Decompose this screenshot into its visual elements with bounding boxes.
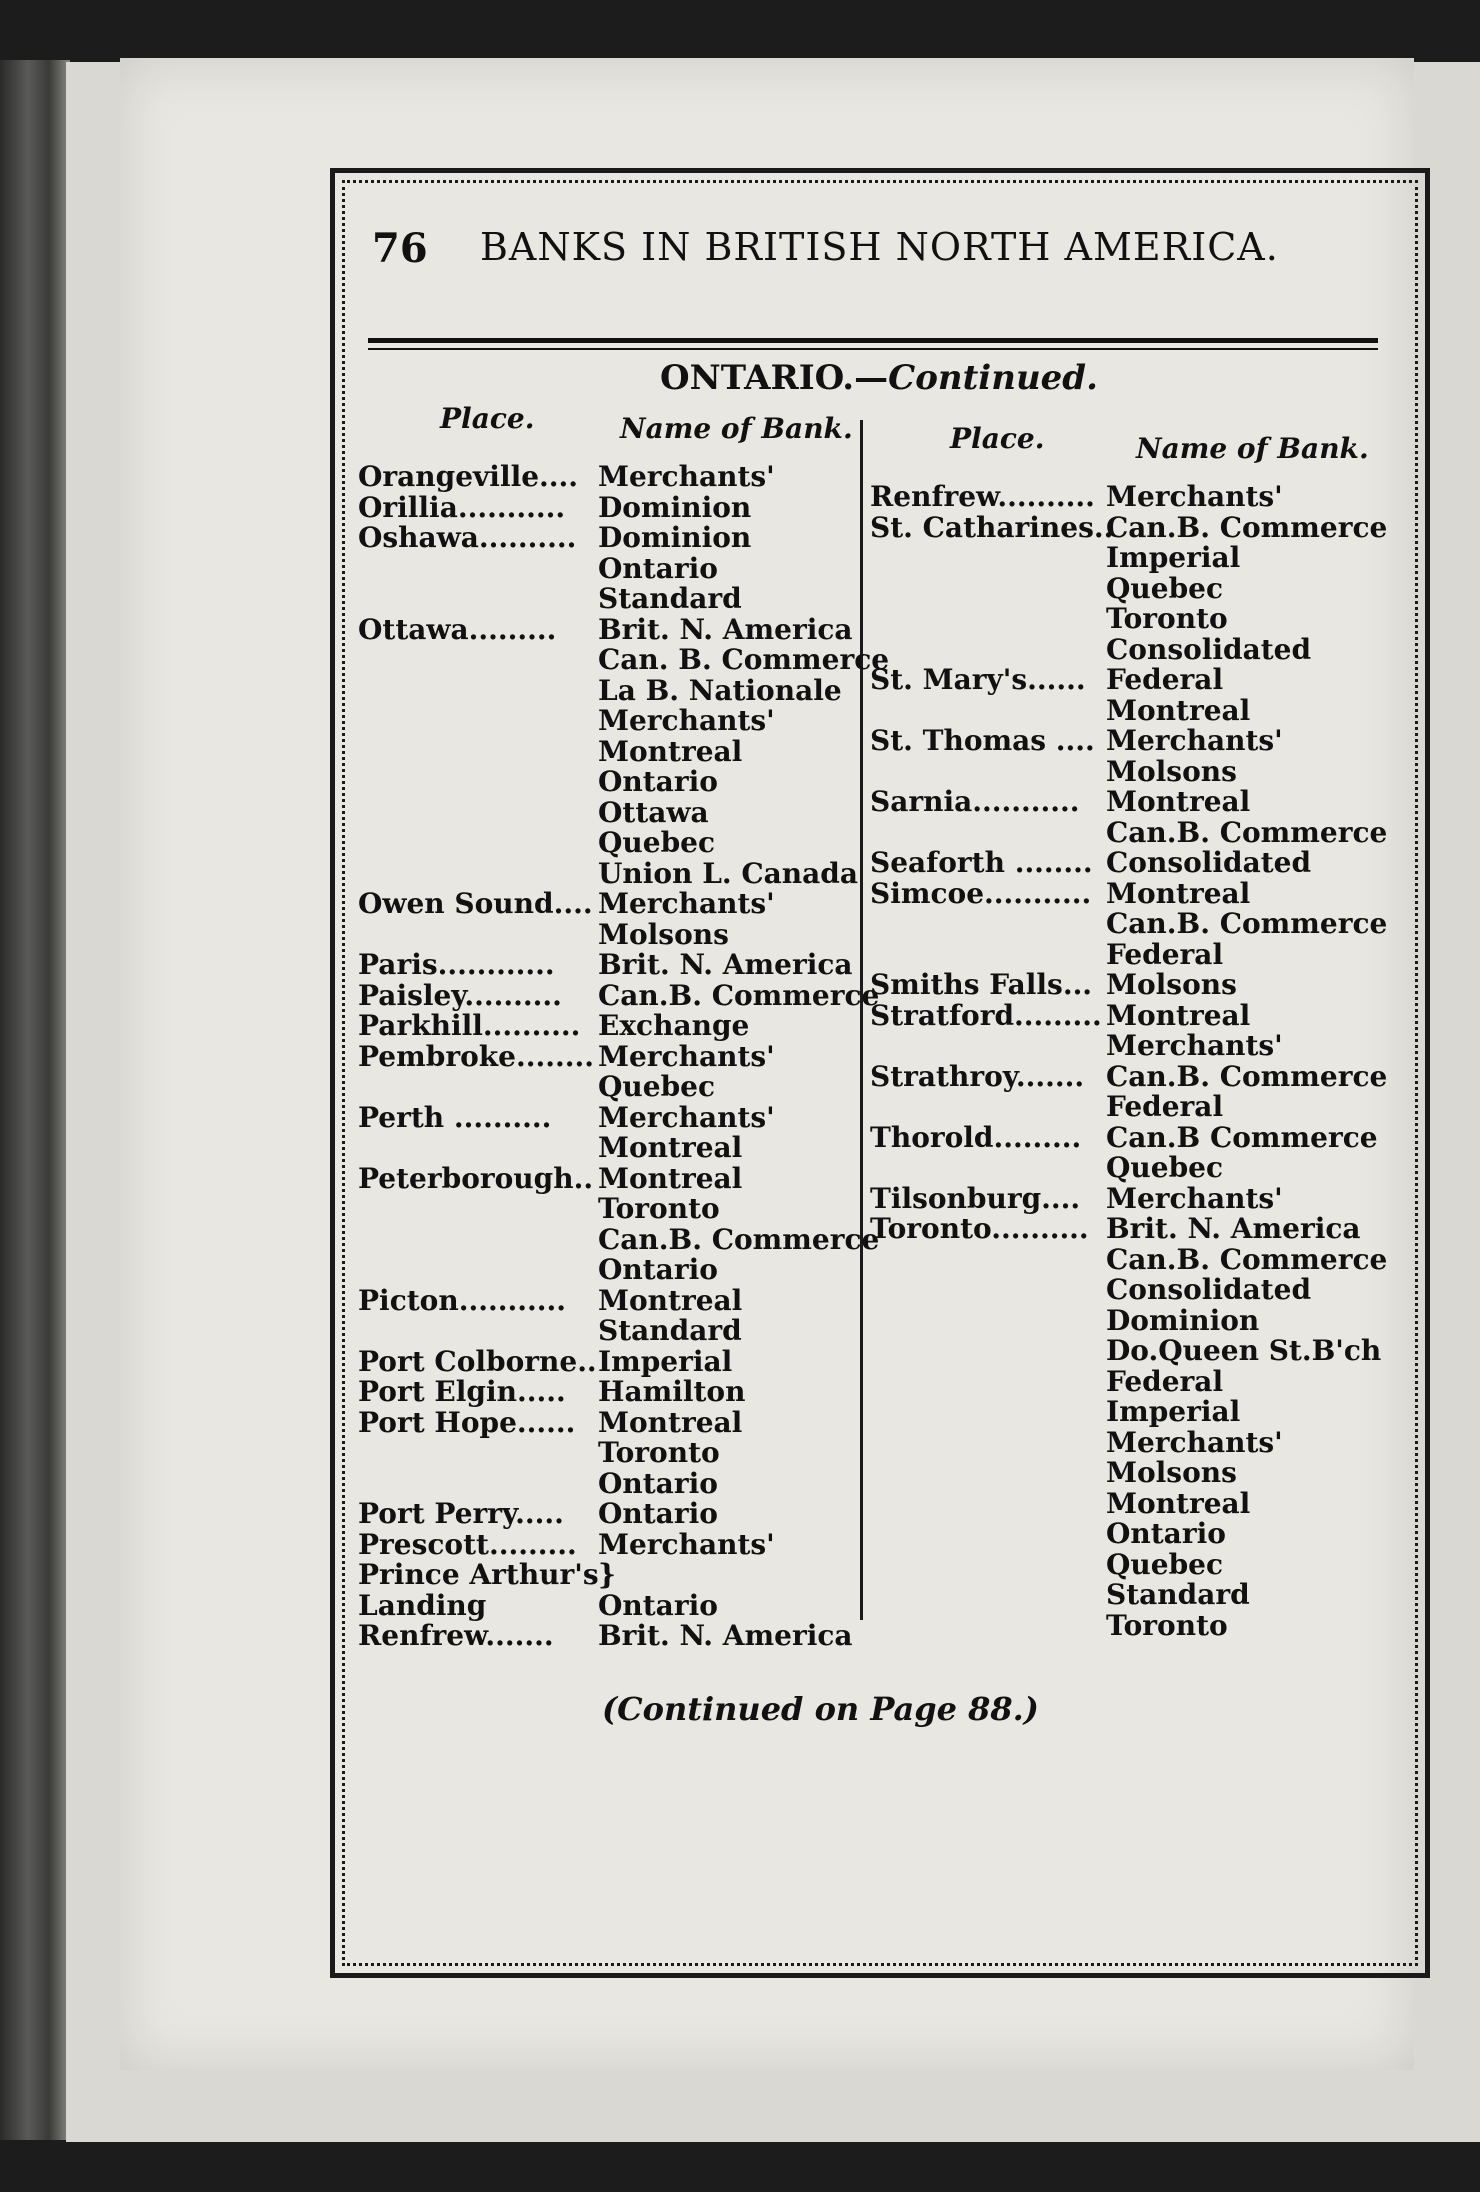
table-row: [870, 1397, 1390, 1428]
table-row: [358, 1039, 858, 1073]
table-row: [358, 1194, 858, 1225]
table-row: [870, 726, 1390, 757]
place-cell: Picton...........: [358, 1283, 566, 1317]
bank-cell: Federal: [1106, 1090, 1224, 1123]
bank-cell: Montreal: [1106, 876, 1251, 910]
bank-cell: Montreal: [598, 1131, 743, 1164]
table-row: [358, 978, 880, 1012]
section-title-prefix: ONTARIO.—: [660, 358, 889, 398]
place-cell: Renfrew.......: [358, 1619, 554, 1652]
bank-cell: Brit. N. America: [598, 612, 853, 646]
table-row: [870, 1120, 1390, 1154]
place-cell: Orillia...........: [358, 490, 566, 524]
bank-cell: Merchants': [1106, 1181, 1283, 1215]
table-row: [870, 848, 1390, 879]
place-cell: Orangeville....: [358, 460, 579, 493]
table-row: [870, 1580, 1390, 1611]
bank-cell: Federal: [1106, 663, 1224, 696]
left-bank-header: Name of Bank.: [620, 412, 853, 445]
table-row: [870, 1059, 1390, 1093]
bank-cell: Do.Queen St.B'ch: [1106, 1334, 1382, 1367]
table-row: [358, 856, 859, 890]
bank-cell: Merchants': [598, 704, 775, 737]
table-row: [870, 1092, 1390, 1123]
table-row: [870, 1336, 1390, 1367]
table-row: [358, 523, 858, 554]
table-row: [870, 815, 1390, 849]
bank-cell: Toronto: [598, 1436, 720, 1469]
table-row: [870, 482, 1390, 513]
bank-cell: Can.B. Commerce: [598, 1222, 880, 1256]
table-row: [358, 490, 858, 524]
table-row: [358, 706, 858, 737]
table-row: [358, 950, 858, 981]
bank-cell: Ottawa: [598, 795, 709, 829]
bank-cell: Montreal: [598, 1283, 743, 1317]
table-row: [358, 1316, 858, 1347]
bank-cell: Ontario: [598, 1497, 718, 1530]
bank-cell: Molsons: [1106, 754, 1237, 788]
left-column: [358, 460, 890, 1652]
bank-cell: Quebec: [1106, 1151, 1224, 1184]
table-row: [358, 1072, 858, 1103]
table-row: [358, 1100, 858, 1134]
bank-cell: Quebec: [598, 1070, 716, 1103]
bank-cell: Brit. N. America: [1106, 1212, 1361, 1245]
column-divider: [860, 420, 863, 1620]
table-row: [358, 551, 858, 585]
table-row: [358, 1527, 858, 1561]
bank-cell: Can.B. Commerce: [1106, 815, 1388, 849]
table-row: [358, 734, 858, 768]
bank-cell: Montreal: [1106, 693, 1251, 727]
bank-cell: Quebec: [1106, 1547, 1224, 1581]
table-row: [870, 510, 1390, 544]
bank-cell: Molsons: [1106, 1456, 1237, 1489]
bank-cell: Ontario: [598, 1466, 718, 1500]
bank-cell: Toronto: [1106, 1608, 1228, 1642]
bank-cell: Merchants': [1106, 724, 1283, 757]
table-row: [870, 1425, 1390, 1459]
bank-cell: Montreal: [1106, 1486, 1251, 1520]
place-cell: Seaforth ........: [870, 846, 1093, 879]
table-row: [358, 1466, 858, 1500]
left-place-header: Place.: [440, 402, 535, 435]
table-row: [870, 1458, 1390, 1489]
table-row: [870, 1608, 1390, 1642]
bank-cell: Ontario: [598, 551, 718, 585]
table-row: [870, 937, 1390, 971]
bank-cell: Toronto: [598, 1192, 720, 1225]
bank-cell: Standard: [1106, 1578, 1250, 1611]
table-row: [358, 1499, 858, 1530]
place-cell: Landing: [358, 1588, 487, 1622]
table-row: [358, 1560, 858, 1591]
bank-cell: Imperial: [1106, 541, 1241, 574]
table-row: [358, 1438, 858, 1469]
bank-cell: Dominion: [598, 521, 752, 554]
table-row: [870, 1519, 1390, 1550]
table-row: [870, 1275, 1390, 1306]
bank-cell: Montreal: [1106, 998, 1251, 1032]
bank-cell: Ontario: [598, 765, 718, 798]
table-row: [358, 795, 858, 829]
table-row: [870, 1547, 1390, 1581]
bank-cell: Union L. Canada: [598, 856, 859, 890]
table-row: [358, 917, 858, 951]
bank-cell: Ontario: [598, 1253, 718, 1286]
bank-cell: Molsons: [598, 917, 729, 951]
table-row: [358, 889, 858, 920]
page-number: 76: [372, 225, 428, 272]
bank-cell: Dominion: [598, 490, 752, 524]
table-row: [358, 1161, 858, 1195]
table-row: [870, 1486, 1390, 1520]
bank-cell: Brit. N. America: [598, 948, 853, 981]
right-place-header: Place.: [950, 422, 1045, 455]
bank-cell: Molsons: [1106, 968, 1237, 1001]
table-row: [358, 673, 858, 707]
bank-cell: Toronto: [1106, 602, 1228, 635]
place-cell: Parkhill..........: [358, 1009, 581, 1042]
table-row: [358, 612, 858, 646]
table-row: [870, 1242, 1390, 1276]
table-row: [358, 1377, 858, 1408]
table-row: [358, 1588, 858, 1622]
bank-cell: }: [598, 1558, 617, 1591]
place-cell: Smiths Falls...: [870, 968, 1093, 1001]
bank-cell: Montreal: [598, 1405, 743, 1439]
table-row: [870, 1364, 1390, 1398]
bank-cell: Montreal: [598, 734, 743, 768]
table-row: [358, 1255, 858, 1286]
table-row: [870, 1153, 1390, 1184]
bank-cell: Can.B Commerce: [1106, 1120, 1378, 1154]
table-row: [358, 767, 858, 798]
bank-cell: Can.B. Commerce: [1106, 1059, 1388, 1093]
place-cell: Owen Sound....: [358, 887, 593, 920]
place-cell: St. Thomas ....: [870, 724, 1095, 757]
bank-cell: Merchants': [598, 1527, 775, 1561]
bank-cell: Can.B. Commerce: [1106, 1242, 1388, 1276]
table-row: [870, 1214, 1390, 1245]
table-row: [358, 1344, 858, 1378]
place-cell: Port Colborne..: [358, 1344, 597, 1378]
table-row: [358, 1011, 858, 1042]
place-cell: Thorold.........: [870, 1120, 1082, 1154]
bank-cell: Quebec: [598, 826, 716, 859]
place-cell: Peterborough..: [358, 1161, 594, 1195]
bank-cell: Quebec: [1106, 571, 1224, 605]
table-row: [870, 665, 1390, 696]
table-row: [870, 543, 1390, 574]
table-row: [358, 1621, 858, 1652]
table-row: [358, 1133, 858, 1164]
place-cell: Port Hope......: [358, 1405, 576, 1439]
table-row: [870, 604, 1390, 635]
bank-cell: Can.B. Commerce: [598, 978, 880, 1012]
bank-cell: Imperial: [1106, 1395, 1241, 1428]
bank-cell: Hamilton: [598, 1375, 746, 1408]
right-column: [870, 482, 1390, 1641]
place-cell: Prescott.........: [358, 1527, 577, 1561]
bank-cell: Merchants': [598, 1100, 775, 1134]
bank-cell: Brit. N. America: [598, 1619, 853, 1652]
table-row: [358, 462, 858, 493]
table-row: [870, 1303, 1390, 1337]
table-row: [358, 1222, 880, 1256]
bank-cell: Standard: [598, 1314, 742, 1347]
table-row: [870, 693, 1390, 727]
table-row: [358, 584, 858, 615]
bank-cell: Merchants': [1106, 480, 1283, 513]
place-cell: Oshawa..........: [358, 521, 577, 554]
bank-cell: Consolidated: [1106, 846, 1312, 879]
place-cell: Port Perry.....: [358, 1497, 564, 1530]
section-title: [660, 358, 1098, 398]
place-cell: Tilsonburg....: [870, 1181, 1081, 1215]
place-cell: Toronto..........: [870, 1212, 1089, 1245]
place-cell: Sarnia...........: [870, 785, 1080, 818]
bank-cell: Merchants': [598, 887, 775, 920]
bank-cell: Can.B. Commerce: [1106, 907, 1388, 940]
bank-cell: Dominion: [1106, 1303, 1260, 1337]
place-cell: Ottawa.........: [358, 612, 557, 646]
table-row: [358, 1405, 858, 1439]
continued-note: (Continued on Page 88.): [602, 1690, 1039, 1728]
table-row: [358, 828, 858, 859]
table-row: [870, 571, 1390, 605]
place-cell: St. Catharines..: [870, 510, 1114, 544]
bank-cell: Federal: [1106, 937, 1224, 971]
place-cell: Perth ..........: [358, 1100, 552, 1134]
book-binding: [0, 60, 70, 2140]
bank-cell: Imperial: [598, 1344, 733, 1378]
table-row: [870, 787, 1390, 818]
bank-cell: Merchants': [598, 460, 775, 493]
table-row: [870, 754, 1390, 788]
place-cell: St. Mary's......: [870, 663, 1086, 696]
place-cell: Stratford.........: [870, 998, 1102, 1032]
header-rule-thin: [368, 348, 1378, 350]
table-row: [870, 876, 1390, 910]
table-row: [870, 1181, 1390, 1215]
place-cell: Paris............: [358, 948, 555, 981]
bank-cell: Ontario: [1106, 1517, 1226, 1550]
bank-cell: Standard: [598, 582, 742, 615]
bank-cell: Montreal: [1106, 785, 1251, 818]
bank-cell: Exchange: [598, 1009, 750, 1042]
bank-cell: Merchants': [1106, 1425, 1283, 1459]
table-row: [870, 632, 1390, 666]
table-row: [358, 643, 890, 676]
bank-cell: Consolidated: [1106, 632, 1312, 666]
bank-cell: La B. Nationale: [598, 673, 842, 707]
place-cell: Prince Arthur's: [358, 1558, 599, 1591]
place-cell: Renfrew..........: [870, 480, 1095, 513]
bank-cell: Merchants': [1106, 1029, 1283, 1062]
bank-cell: Ontario: [598, 1588, 718, 1622]
table-row: [870, 970, 1390, 1001]
header-rule-thick: [368, 338, 1378, 343]
bank-cell: Can. B. Commerce: [598, 643, 890, 676]
table-row: [870, 1031, 1390, 1062]
bank-cell: Consolidated: [1106, 1273, 1312, 1306]
table-row: [358, 1283, 858, 1317]
bank-cell: Federal: [1106, 1364, 1224, 1398]
place-cell: Simcoe...........: [870, 876, 1092, 910]
section-title-suffix: Continued.: [888, 358, 1098, 398]
bank-cell: Merchants': [598, 1039, 775, 1073]
table-row: [870, 998, 1390, 1032]
place-cell: Paisley..........: [358, 978, 562, 1012]
bank-cell: Can.B. Commerce: [1106, 510, 1388, 544]
bank-cell: Montreal: [598, 1161, 743, 1195]
running-head: BANKS IN BRITISH NORTH AMERICA.: [480, 225, 1279, 269]
place-cell: Port Elgin.....: [358, 1375, 566, 1408]
table-row: [870, 909, 1390, 940]
place-cell: Pembroke........: [358, 1039, 594, 1073]
right-bank-header: Name of Bank.: [1136, 432, 1369, 465]
place-cell: Strathroy.......: [870, 1059, 1085, 1093]
